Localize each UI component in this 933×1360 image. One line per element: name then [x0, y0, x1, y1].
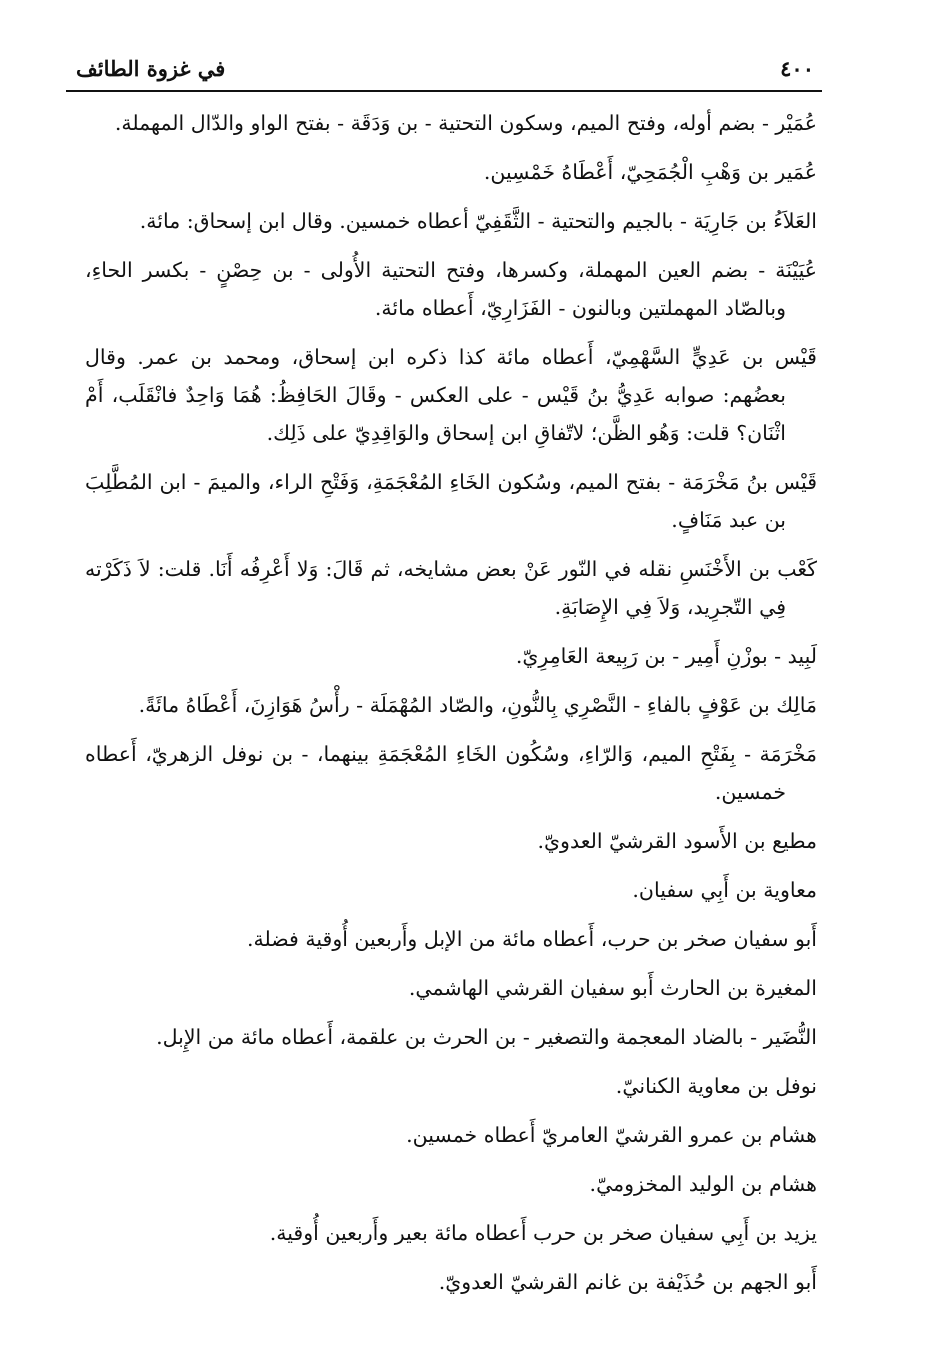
entry-text: أَبو الجهم بن حُذَيْفة بن غانم القرشيّ العدويّ. [438, 1270, 817, 1294]
entry-text: النُّضَير - بالضاد المعجمة والتصغير - بن الحرث بن علقمة، أَعطاه مائة من الإِبل. [156, 1025, 817, 1049]
page-number: ٤٠٠ [780, 56, 814, 81]
entry-text: معاوية بن أَبِي سفيان. [632, 878, 817, 902]
entry-text: عُمَيْر - بضم أوله، وفتح الميم، وسكون التحتية - بن وَدَقَة - بفتح الواو والدّال المهملة. [114, 111, 817, 135]
entry-text: عُمَير بن وَهْبِ الْجُمَحِيّ، أَعْطَاهُ خَمْسِين. [483, 160, 817, 184]
running-title: في غزوة الطائف [76, 56, 226, 81]
entry-text: يزيد بن أَبِي سفيان صخر بن حرب أَعطاه مائة بعير وأَربعين أُوقية. [269, 1221, 817, 1245]
entry-text: عُيَيْنَة - بضم العين المهملة، وكسرها، وفتح التحتية الأُولى - بن حِصْنٍ - بكسر الحاءِ، وبالصّاد المهملتين وبالنون - الفَزَارِيّ، أَعطاه مائة. [85, 258, 817, 320]
entry-text: مطيع بن الأَسود القرشيّ العدويّ. [537, 829, 817, 853]
page-header [66, 56, 822, 92]
entry-text: هشام بن عمرو القرشيّ العامريّ أَعطاه خمسين. [406, 1123, 817, 1147]
entry-text: المغيرة بن الحارث أَبو سفيان القرشي الهاشمي. [408, 976, 817, 1000]
entry-text: قَيْس بنُ مَخْرَمَة - بفتح الميم، وسُكون الخَاءِ المُعْجَمَةِ، وَفَتْحِ الراء، والميمَ - ابن المُطَّلِبَ بن عبد مَنَافٍ. [85, 470, 817, 532]
entry-text: قَيْس بن عَدِيٍّ السَّهْمِيّ، أَعطاه مائة كذا ذكره ابن إسحاق، ومحمد بن عمر. وقال بعضُهم: صوابه عَدِيُّ بنُ قَيْس - على العكس - وقَالَ الحَافِظُ: هُمَا وَاحِدٌ فانْقَلَب، أَمْ اثْنَان؟ قلت: وَهُو الظَّن؛ لاتّفاقِ ابن إسحاق والوَاقِدِيّ على ذَلِك. [85, 345, 817, 445]
entry-text: مَخْرَمَة - بِفَتْحِ الميم، وَالرّاءِ، وسُكُون الخَاءِ المُعْجَمَةِ بينهما، - بن نوفل الزهريّ، أَعطاه خمسين. [85, 742, 817, 804]
body-text [85, 104, 817, 1312]
entry-text: كَعْب بن الأَخْنَسِ نقله في النّور عَنْ بعض مشايخه، ثم قَالَ: وَلا أَعْرِفُه أَنَا. قلت: لاَ ذَكَرْته فِي التّجرِيد، وَلاَ فِي الإِصَابَةِ. [85, 557, 817, 619]
entry-text: لَبِيد - بوزْنِ أَمِير - بن رَبِيعة العَامِرِيّ. [515, 644, 817, 668]
entry-text: العَلاَءُ بن جَارِيَة - بالجيم والتحتية - الثَّقَفِيّ أعطاه خمسين. وقال ابن إسحاق: مائة. [139, 209, 817, 233]
entry-text: أَبو سفيان صخر بن حرب، أَعطاه مائة من الإبل وأَربعين أُوقية فضلة. [246, 927, 817, 951]
entry-text: مَالِك بن عَوْفٍ بالفاءِ - النَّصْرِي بِالنُّونِ، والصّاد المُهْمَلَة - رأْسُ هَوَازِنَ، أَعْطَاهُ مائَةً. [138, 693, 817, 717]
entry-text: نوفل بن معاوية الكنانيّ. [615, 1074, 817, 1098]
entry-text: هشام بن الوليد المخزوميّ. [589, 1172, 817, 1196]
